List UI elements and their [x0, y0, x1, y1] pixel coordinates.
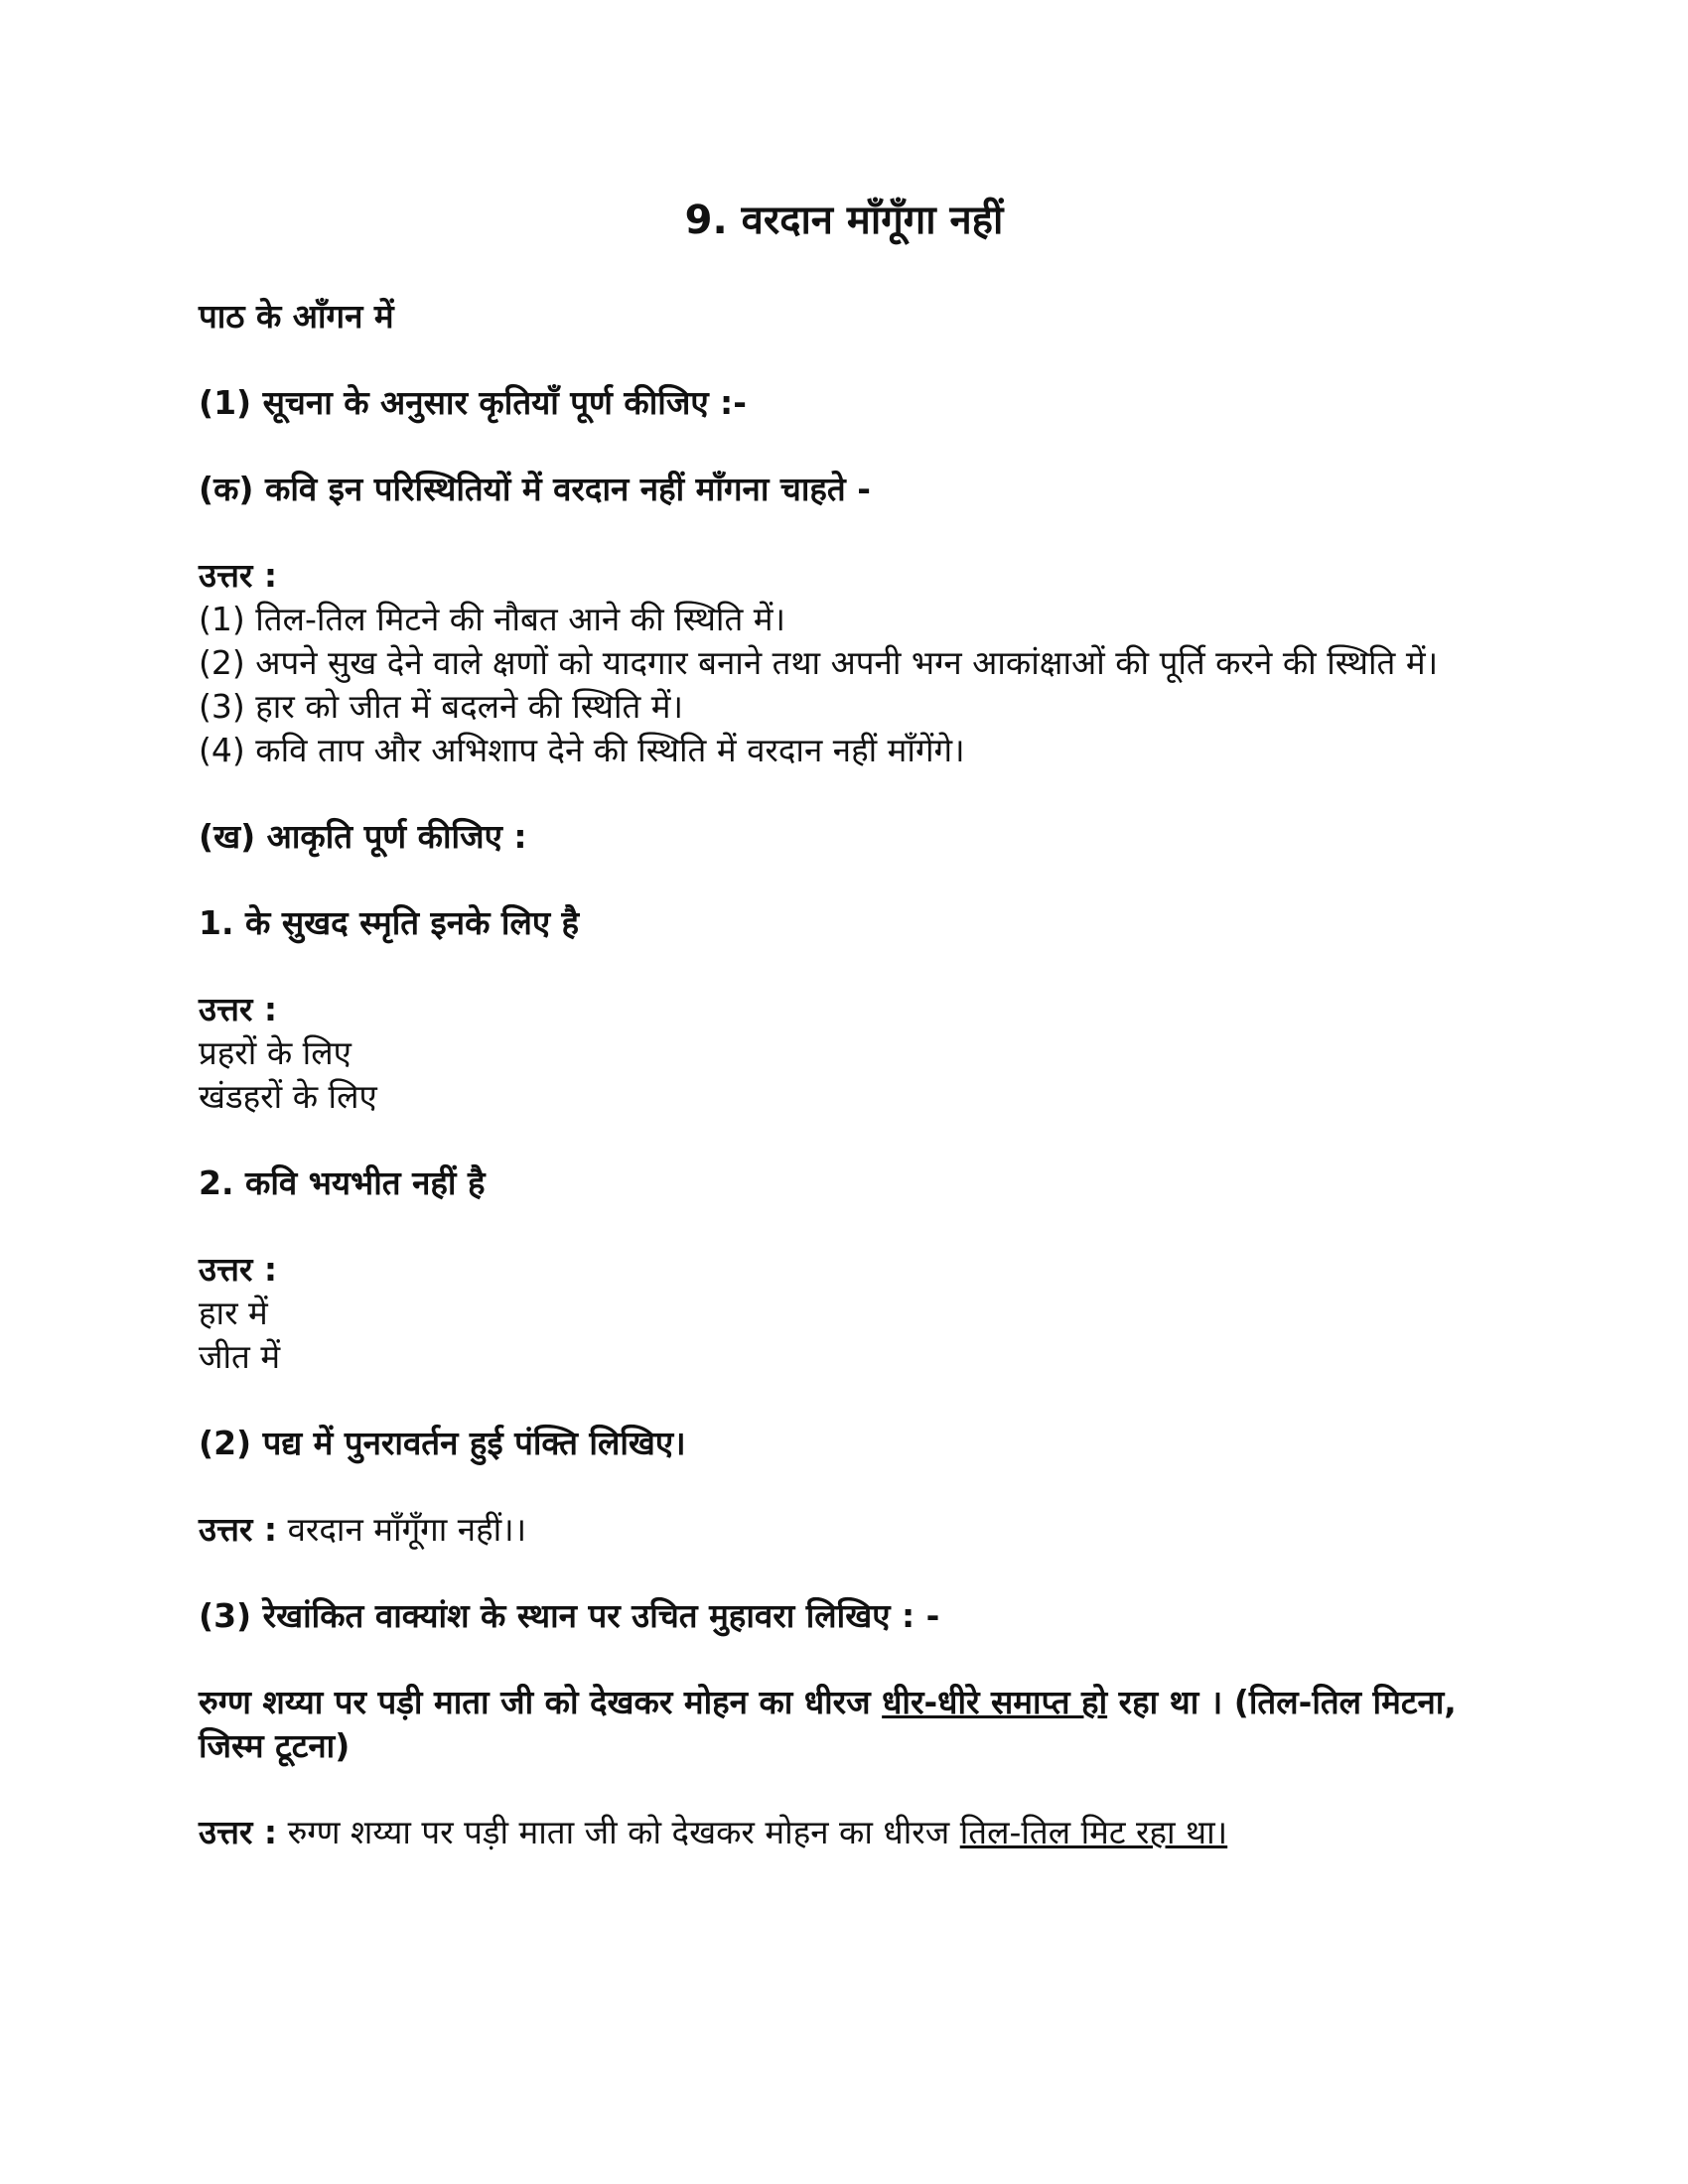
document-page — [199, 194, 1489, 1897]
answer-line: प्रहरों के लिए — [199, 1033, 352, 1072]
underlined-phrase: धीर-धीरे समाप्त हो — [882, 1683, 1108, 1721]
question-1-kha-item-2-answer — [199, 1248, 1489, 1379]
question-1-ka-answer — [199, 554, 1489, 772]
answer-line: हार में — [199, 1294, 268, 1332]
answer-label: उत्तर : — [199, 1813, 278, 1851]
page-title: 9. वरदान माँगूँगा नहीं — [684, 198, 1004, 243]
question-1-kha-heading: (ख) आकृति पूर्ण कीजिए : — [199, 817, 527, 856]
answer-line: जीत में — [199, 1337, 281, 1376]
question-1-kha-item-2-heading: 2. कवि भयभीत नहीं है — [199, 1163, 486, 1202]
answer-label: उत्तर : — [199, 990, 278, 1028]
question-2-heading: (2) पद्य में पुनरावर्तन हुई पंक्ति लिखिए। — [199, 1424, 686, 1462]
answer-line: (4) कवि ताप और अभिशाप देने की स्थिति में वरदान नहीं माँगेंगे। — [199, 731, 965, 769]
question-3-answer — [199, 1811, 1489, 1854]
answer-line: खंडहरों के लिए — [199, 1077, 377, 1116]
answer-label: उत्तर : — [199, 1510, 278, 1549]
answer-text: रुग्ण शय्या पर पड़ी माता जी को देखकर मोहन का धीरज — [277, 1813, 960, 1851]
sentence-text: रहा था । (तिल-तिल मिटना, जिस्म टूटना) — [199, 1683, 1457, 1765]
question-1-ka-heading: (क) कवि इन परिस्थितियों में वरदान नहीं माँगना चाहते - — [199, 470, 871, 508]
answer-line: (2) अपने सुख देने वाले क्षणों को यादगार बनाने तथा अपनी भग्न आकांक्षाओं की पूर्ति करने की स्थिति में। — [199, 643, 1439, 682]
answer-label: उत्तर : — [199, 556, 278, 595]
sentence-text: रुग्ण शय्या पर पड़ी माता जी को देखकर मोहन का धीरज — [199, 1683, 883, 1721]
question-1-kha-item-1-answer — [199, 988, 1489, 1119]
answer-line: (1) तिल-तिल मिटने की नौबत आने की स्थिति में। — [199, 600, 786, 638]
question-2-answer — [199, 1508, 1489, 1552]
question-1-kha-item-1-heading: 1. के सुखद स्मृति इनके लिए है — [199, 903, 580, 942]
answer-text: वरदान माँगूँगा नहीं।। — [277, 1510, 527, 1549]
question-3-heading: (3) रेखांकित वाक्यांश के स्थान पर उचित मुहावरा लिखिए : - — [199, 1596, 940, 1635]
question-3-sentence — [199, 1681, 1489, 1768]
answer-label: उत्तर : — [199, 1250, 278, 1289]
question-1-heading: (1) सूचना के अनुसार कृतियाँ पूर्ण कीजिए :- — [199, 383, 747, 422]
underlined-answer: तिल-तिल मिट रहा था। — [959, 1813, 1228, 1851]
answer-line: (3) हार को जीत में बदलने की स्थिति में। — [199, 687, 684, 726]
section-heading: पाठ के आँगन में — [199, 297, 394, 336]
